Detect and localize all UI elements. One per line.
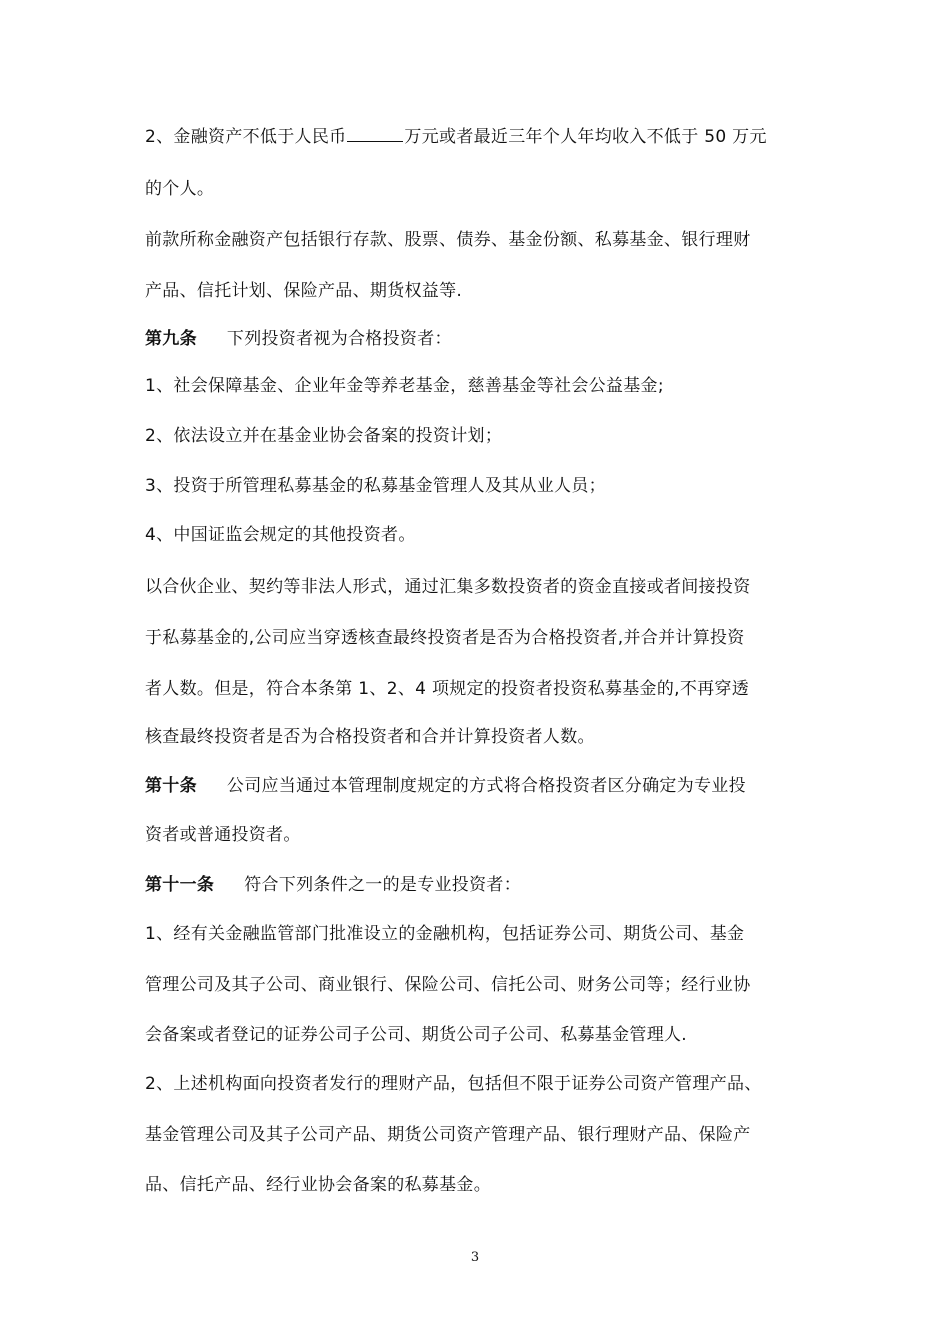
line-text: 万元或者最近三年个人年均收入不低于 50 万元	[404, 127, 767, 147]
line-text: 公司应当通过本管理制度规定的方式将合格投资者区分确定为专业投	[226, 776, 746, 796]
article-number: 第九条	[145, 329, 197, 349]
paragraph-line	[145, 575, 825, 599]
paragraph-line	[145, 1123, 825, 1147]
paragraph-line	[145, 973, 825, 997]
line-text: 符合下列条件之一的是专业投资者：	[244, 875, 522, 895]
paragraph-line	[145, 725, 825, 749]
line-text: 产品、信托计划、保险产品、期货权益等.	[145, 281, 463, 301]
line-text: 基金管理公司及其子公司产品、期货公司资产管理产品、银行理财产品、保险产	[145, 1125, 751, 1145]
line-text: 者人数。但是，符合本条第 1、2、4 项规定的投资者投资私募基金的,不再穿透	[145, 679, 750, 699]
paragraph-line	[145, 228, 825, 252]
line-text: 1、经有关金融监管部门批准设立的金融机构，包括证券公司、期货公司、基金	[145, 924, 745, 944]
line-text: 前款所称金融资产包括银行存款、股票、债券、基金份额、私募基金、银行理财	[145, 230, 751, 250]
line-text: 资者或普通投资者。	[145, 825, 301, 845]
page-number: 3	[470, 1250, 480, 1265]
paragraph-line	[145, 124, 825, 149]
line-text: 1、社会保障基金、企业年金等养老基金，慈善基金等社会公益基金;	[145, 376, 664, 396]
article-heading-line	[145, 873, 825, 897]
paragraph-line	[145, 177, 825, 201]
line-text: 品、信托产品、经行业协会备案的私募基金。	[145, 1175, 491, 1195]
line-text: 管理公司及其子公司、商业银行、保险公司、信托公司、财务公司等；经行业协	[145, 975, 751, 995]
line-text: 于私募基金的,公司应当穿透核查最终投资者是否为合格投资者,并合并计算投资	[145, 628, 745, 648]
line-text: 会备案或者登记的证券公司子公司、期货公司子公司、私募基金管理人.	[145, 1025, 688, 1045]
paragraph-line	[145, 424, 825, 448]
line-text: 3、投资于所管理私募基金的私募基金管理人及其从业人员；	[145, 476, 606, 496]
article-number: 第十条	[145, 776, 197, 796]
article-heading-line	[145, 327, 825, 351]
paragraph-line	[145, 374, 825, 398]
paragraph-line	[145, 626, 825, 650]
line-text: 2、金融资产不低于人民币	[145, 127, 347, 147]
article-number: 第十一条	[145, 875, 215, 895]
paragraph-line	[145, 279, 825, 303]
line-text: 2、上述机构面向投资者发行的理财产品，包括但不限于证券公司资产管理产品、	[145, 1074, 762, 1094]
paragraph-line	[145, 1173, 825, 1197]
article-heading-line	[145, 774, 825, 798]
paragraph-line	[145, 523, 825, 547]
paragraph-line	[145, 823, 825, 847]
line-text: 下列投资者视为合格投资者：	[226, 329, 452, 349]
line-text: 的个人。	[145, 179, 215, 199]
line-text: 核查最终投资者是否为合格投资者和合并计算投资者人数。	[145, 727, 595, 747]
paragraph-line	[145, 922, 825, 946]
paragraph-line	[145, 677, 825, 701]
line-text: 4、中国证监会规定的其他投资者。	[145, 525, 416, 545]
line-text: 以合伙企业、契约等非法人形式，通过汇集多数投资者的资金直接或者间接投资	[145, 577, 751, 597]
line-text: 2、依法设立并在基金业协会备案的投资计划；	[145, 426, 503, 446]
paragraph-line	[145, 1023, 825, 1047]
paragraph-line	[145, 474, 825, 498]
fill-in-blank	[347, 124, 403, 142]
paragraph-line	[145, 1072, 825, 1096]
